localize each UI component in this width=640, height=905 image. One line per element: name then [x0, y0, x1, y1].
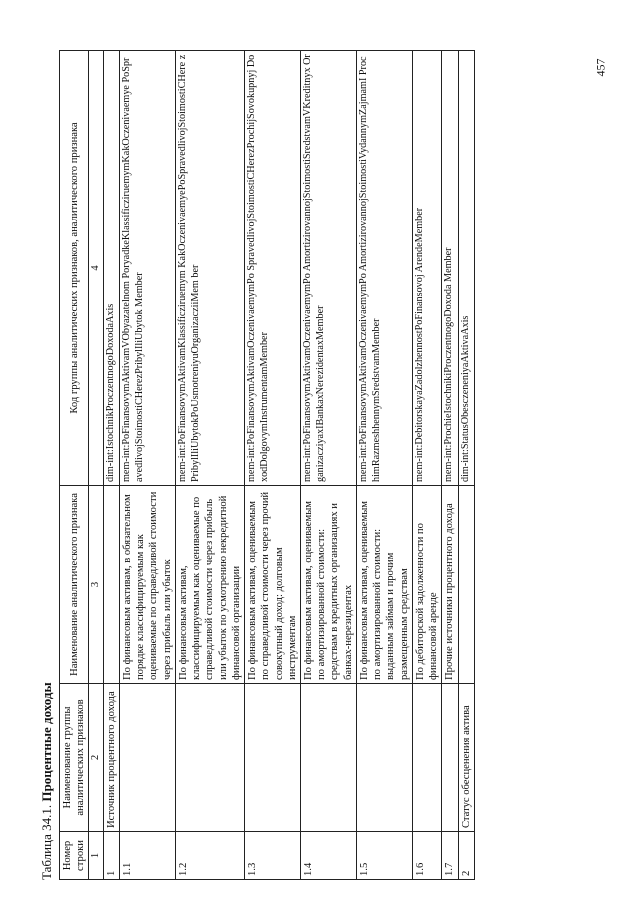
caption-prefix: Таблица 34.1.: [39, 804, 54, 880]
row-name: По финансовым активам, оцениваемым по справедливой стоимости через прочий совокупный доход: долговым инструментам: [245, 486, 301, 684]
row-name: По финансовым активам, оцениваемым по амортизированной стоимости: средствам в кредитных организациях и банках-нерезидентах: [300, 486, 356, 684]
row-number: 1.4: [300, 832, 356, 880]
row-code: mem-int:ProchieIstochnikiProczentnogoDoxoda Member: [442, 51, 458, 486]
row-group: Статус обесценения актива: [458, 684, 474, 832]
table-caption: [38, 50, 56, 880]
column-number: 3: [89, 486, 103, 684]
header-cell: Наименование аналитического признака: [60, 486, 89, 684]
row-group: [412, 684, 441, 832]
row-group: [119, 684, 175, 832]
page-number: 457: [593, 58, 608, 77]
row-code: mem-int:PoFinansovymAktivamVObyazatelnom PoryadkeKlassificziruemymKakOczenivaemye PoSpravedlivojStoimostiCHerezPribylIliUbytok Member: [119, 51, 175, 486]
column-number: 1: [89, 832, 103, 880]
row-name: [103, 486, 119, 684]
column-number: 4: [89, 51, 103, 486]
table-row: [300, 51, 356, 880]
header-cell: Номер строки: [60, 832, 89, 880]
table-row: [458, 51, 474, 880]
row-number: 1.2: [175, 832, 244, 880]
column-number: 2: [89, 684, 103, 832]
row-number: 1: [103, 832, 119, 880]
row-code: mem-int:PoFinansovymAktivamOczenivaemymPo AmortizirovannojStoimostiVydannymZajmamI ProchimRazmeshhennymSredstvamMember: [356, 51, 412, 486]
row-code: mem-int:DebitorskayaZadolzhennostPoFinansovoj ArendeMember: [412, 51, 441, 486]
row-group: [245, 684, 301, 832]
header-cell: Наименование группы аналитических признаков: [60, 684, 89, 832]
table-row: [245, 51, 301, 880]
row-group: [175, 684, 244, 832]
caption-title: Процентные доходы: [39, 682, 54, 802]
row-code: mem-int:PoFinansovymAktivamKlassificziruemym KakOczenivaemyePoSpravedlivojStoimostiCHere zPribylIliUbytokPoUsmotreniyuOrganizacziiMem ber: [175, 51, 244, 486]
row-code: mem-int:PoFinansovymAktivamOczenivaemymPo AmortizirovannojStoimostiSredstvamVKreditnyx OrganizacziyaxIBankaxNerezidentaxMember: [300, 51, 356, 486]
row-number: 1.1: [119, 832, 175, 880]
row-code: dim-int:IstochnikProczentnogoDoxodaAxis: [103, 51, 119, 486]
row-number: 2: [458, 832, 474, 880]
row-name: Прочие источники процентного дохода: [442, 486, 458, 684]
rotated-page-content: [38, 50, 598, 880]
row-name: По финансовым активам, классифицируемым как оцениваемые по справедливой стоимости через прибыль или убыток по усмотрению некредитной финансовой организации: [175, 486, 244, 684]
row-name: По финансовым активам, в обязательном порядке классифицируемым как оцениваемые по справедливой стоимости через прибыль или убыток: [119, 486, 175, 684]
column-number-row: [89, 51, 103, 880]
row-group: [442, 684, 458, 832]
row-code: mem-int:PoFinansovymAktivamOczenivaemymPo SpravedlivojStoimostiCHerezProchijSovokupnyj DoxodDolgovymInstrumentamMember: [245, 51, 301, 486]
row-number: 1.7: [442, 832, 458, 880]
row-group: [300, 684, 356, 832]
row-group: [356, 684, 412, 832]
income-table: [59, 50, 475, 880]
row-number: 1.3: [245, 832, 301, 880]
row-name: По дебиторской задолженности по финансовой аренде: [412, 486, 441, 684]
row-code: dim-int:StatusObesczeneniyaAktivaAxis: [458, 51, 474, 486]
row-group: Источник процентного дохода: [103, 684, 119, 832]
table-row: [356, 51, 412, 880]
table-row: [119, 51, 175, 880]
header-cell: Код группы аналитических признаков, аналитического признака: [60, 51, 89, 486]
table-row: [103, 51, 119, 880]
row-name: [458, 486, 474, 684]
row-number: 1.5: [356, 832, 412, 880]
table-row: [442, 51, 458, 880]
header-row: [60, 51, 89, 880]
table-row: [412, 51, 441, 880]
table-row: [175, 51, 244, 880]
row-number: 1.6: [412, 832, 441, 880]
row-name: По финансовым активам, оцениваемым по амортизированной стоимости: выданным займам и прочим размещенным средствам: [356, 486, 412, 684]
